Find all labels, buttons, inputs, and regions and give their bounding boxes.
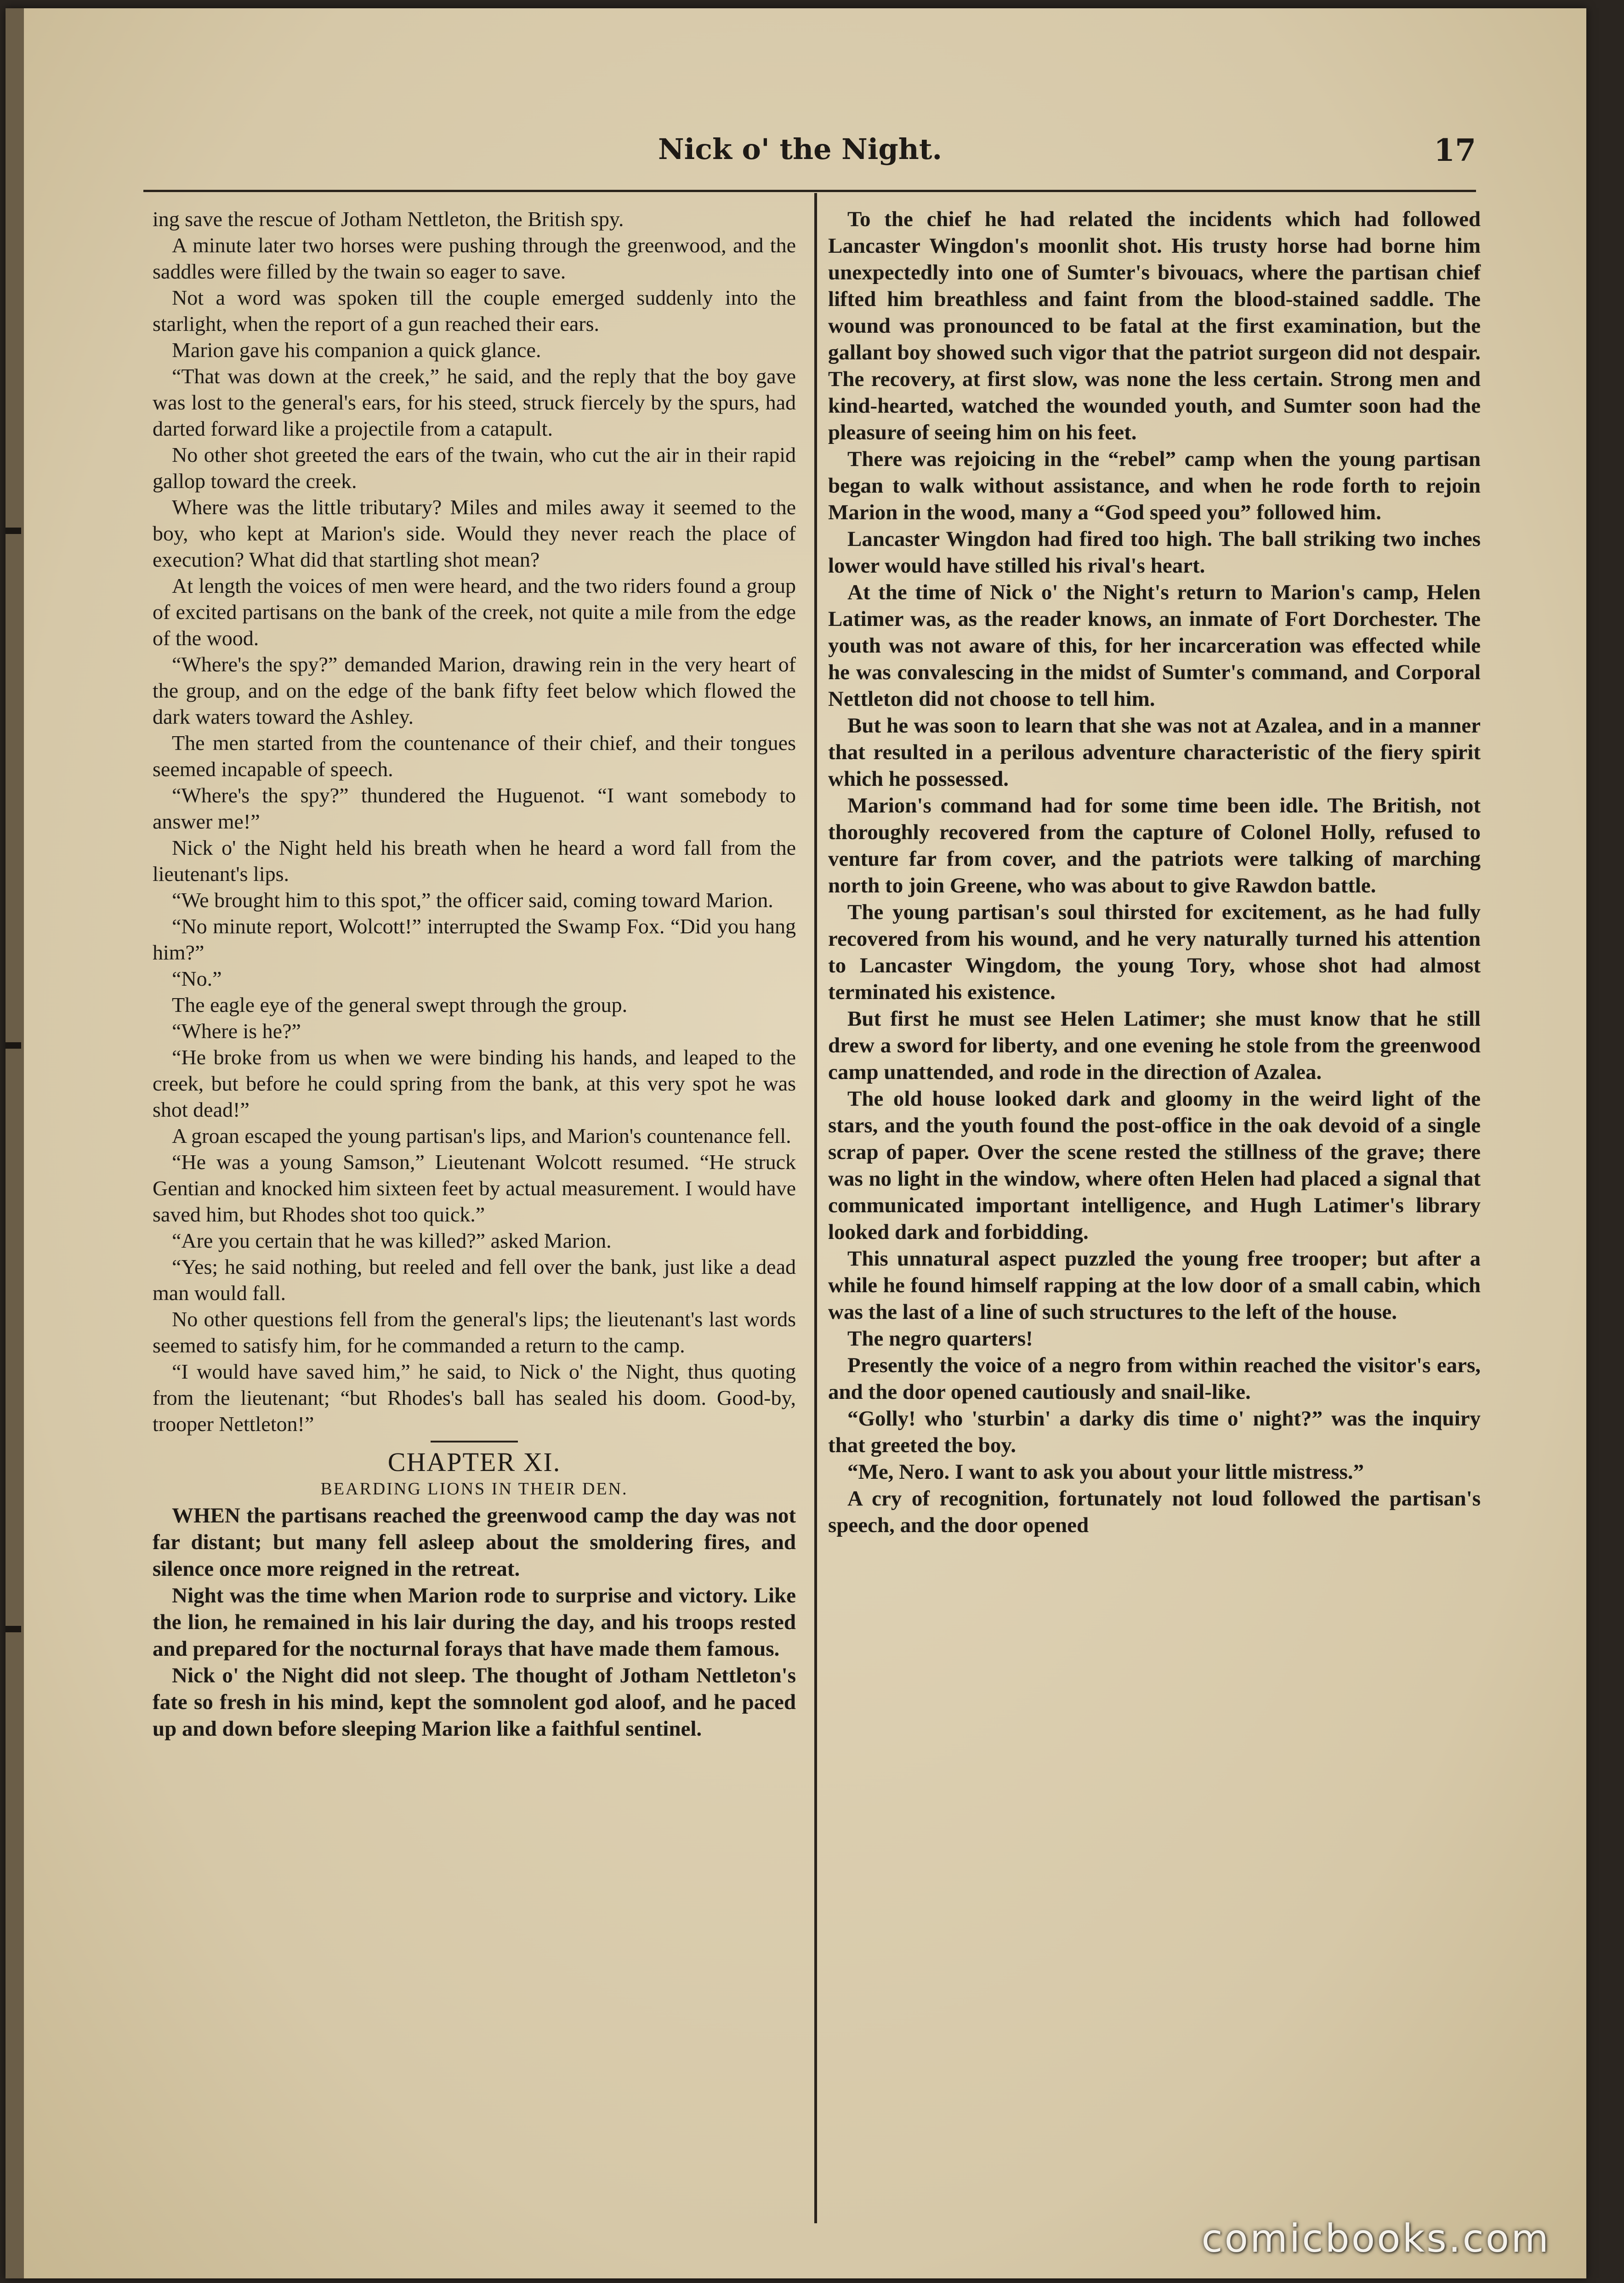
chapter-block	[153, 1441, 796, 1500]
paragraph: But he was soon to learn that she was not at Azalea, and in a manner that resulted in a perilous adventure characteristic of the fiery spirit which he possessed.	[828, 714, 1481, 791]
paragraph: Marion's command had for some time been idle. The British, not thoroughly recovered from the capture of Colonel Holly, refused to venture far from cover, and the patriots were talking of marching north to join Greene, who was about to give Rawdon battle.	[828, 794, 1481, 897]
running-header	[162, 132, 1476, 187]
paragraph: “Where's the spy?” thundered the Huguenot. “I want somebody to answer me!”	[153, 784, 796, 833]
binding-stitch-mark	[6, 528, 21, 534]
right-column	[828, 206, 1481, 1539]
watermark: comicbooks.com	[1201, 2216, 1550, 2261]
chapter-text	[153, 1502, 796, 1742]
binding-stitch-mark	[6, 1626, 21, 1632]
paragraph: A minute later two horses were pushing through the greenwood, and the saddles were filled by the twain so eager to save.	[153, 233, 796, 283]
paragraph: “He was a young Samson,” Lieutenant Wolcott resumed. “He struck Gentian and knocked him sixteen feet by actual measurement. I would have saved him, but Rhodes shot too quick.”	[153, 1150, 796, 1226]
paragraph: “Yes; he said nothing, but reeled and fell over the bank, just like a dead man would fall.	[153, 1255, 796, 1305]
header-rule	[143, 190, 1476, 192]
paragraph: Marion gave his companion a quick glance.	[172, 338, 541, 362]
column-divider	[814, 193, 817, 2223]
paragraph: The men started from the countenance of their chief, and their tongues seemed incapable of speech.	[153, 731, 796, 781]
chapter-rule	[431, 1441, 518, 1442]
running-title: Nick o' the Night.	[658, 132, 943, 166]
paragraph: “Golly! who 'sturbin' a darky dis time o' night?” was the inquiry that greeted the boy.	[828, 1407, 1481, 1457]
paragraph: “That was down at the creek,” he said, and the reply that the boy gave was lost to the general's ears, for his steed, struck fiercely by the spurs, had darted forward like a projectile from a catapult.	[153, 364, 796, 440]
paragraph: The negro quarters!	[847, 1327, 1033, 1351]
paragraph: At length the voices of men were heard, and the two riders found a group of excited partisans on the bank of the creek, not quite a mile from the edge of the wood.	[153, 574, 796, 650]
page-binding-edge	[6, 8, 24, 2278]
paragraph: The old house looked dark and gloomy in the weird light of the stars, and the youth found the post-office in the oak devoid of a single scrap of paper. Over the scene rested the stillness of the grave; there was no light in the window, where often Helen had placed a signal that communicated important intelligence, and Hugh Latimer's library looked dark and forbidding.	[828, 1087, 1481, 1244]
paragraph: Not a word was spoken till the couple emerged suddenly into the starlight, when the report of a gun reached their ears.	[153, 286, 796, 335]
paragraph: “We brought him to this spot,” the officer said, coming toward Marion.	[172, 888, 773, 912]
paragraph: But first he must see Helen Latimer; she must know that he still drew a sword for liberty, and one evening he stole from the greenwood camp unattended, and rode in the direction of Azalea.	[828, 1007, 1481, 1084]
chapter-subtitle: BEARDING LIONS IN THEIR DEN.	[320, 1479, 628, 1499]
paragraph: Nick o' the Night held his breath when he heard a word fall from the lieutenant's lips.	[153, 836, 796, 886]
book-page	[6, 8, 1586, 2278]
paragraph: No other questions fell from the general's lips; the lieutenant's last words seemed to satisfy him, for he commanded a return to the camp.	[153, 1307, 796, 1357]
paragraph: Nick o' the Night did not sleep. The thought of Jotham Nettleton's fate so fresh in his mind, kept the somnolent god aloof, and he paced up and down before sleeping Marion like a faithful sentinel.	[153, 1664, 796, 1741]
paragraph: “Where is he?”	[172, 1019, 301, 1043]
paragraph: “No.”	[172, 967, 222, 990]
paragraph: “I would have saved him,” he said, to Nick o' the Night, thus quoting from the lieutenant; “but Rhodes's ball has sealed his doom. Good-by, trooper Nettleton!”	[153, 1360, 796, 1436]
chapter-heading: CHAPTER XI.	[387, 1447, 561, 1477]
paragraph: The young partisan's soul thirsted for excitement, as he had fully recovered from his wound, and he very naturally turned his attention to Lancaster Wingdom, the young Tory, whose shot had almost terminated his existence.	[828, 900, 1481, 1004]
paragraph: A groan escaped the young partisan's lips, and Marion's countenance fell.	[172, 1124, 791, 1147]
paragraph: ing save the rescue of Jotham Nettleton, the British spy.	[153, 207, 624, 231]
paragraph: WHEN the partisans reached the greenwood camp the day was not far distant; but many fell asleep about the smoldering fires, and silence once more reigned in the retreat.	[153, 1504, 796, 1581]
paragraph: This unnatural aspect puzzled the young free trooper; but after a while he found himself rapping at the low door of a small cabin, which was the last of a line of such structures to the left of the house.	[828, 1247, 1481, 1324]
paragraph: Presently the voice of a negro from within reached the visitor's ears, and the door opened cautiously and snail-like.	[828, 1353, 1481, 1404]
paragraph: No other shot greeted the ears of the twain, who cut the air in their rapid gallop toward the creek.	[153, 443, 796, 493]
binding-stitch-mark	[6, 1042, 21, 1049]
paragraph: There was rejoicing in the “rebel” camp when the young partisan began to walk without assistance, and when he rode forth to rejoin Marion in the wood, many a “God speed you” followed him.	[828, 447, 1481, 524]
paragraph: “He broke from us when we were binding his hands, and leaped to the creek, but before he could spring from the bank, at this very spot he was shot dead!”	[153, 1045, 796, 1121]
paragraph: A cry of recognition, fortunately not loud followed the partisan's speech, and the door opened	[828, 1487, 1481, 1537]
left-column-text	[153, 206, 796, 1437]
page-number: 17	[1434, 132, 1476, 168]
paragraph: Night was the time when Marion rode to surprise and victory. Like the lion, he remained in his lair during the day, and his troops rested and prepared for the nocturnal forays that have made them famous.	[153, 1584, 796, 1661]
paragraph: The eagle eye of the general swept through the group.	[172, 993, 628, 1017]
paragraph: “Where's the spy?” demanded Marion, drawing rein in the very heart of the group, and on the edge of the bank fifty feet below which flowed the dark waters toward the Ashley.	[153, 653, 796, 728]
paragraph: At the time of Nick o' the Night's return to Marion's camp, Helen Latimer was, as the reader knows, an inmate of Fort Dorchester. The youth was not aware of this, for her incarceration was effected while he was convalescing in the midst of Sumter's command, and Corporal Nettleton did not choose to tell him.	[828, 580, 1481, 711]
right-column-text	[828, 206, 1481, 1539]
left-column	[153, 206, 796, 1742]
paragraph: Lancaster Wingdon had fired too high. The ball striking two inches lower would have stilled his rival's heart.	[828, 527, 1481, 578]
paragraph: To the chief he had related the incidents which had followed Lancaster Wingdon's moonlit shot. His trusty horse had borne him unexpectedly into one of Sumter's bivouacs, where the partisan chief lifted him breathless and faint from the blood-stained saddle. The wound was pronounced to be fatal at the first examination, but the gallant boy showed such vigor that the patriot surgeon did not despair. The recovery, at first slow, was none the less certain. Strong men and kind-hearted, watched the wounded youth, and Sumter soon had the pleasure of seeing him on his feet.	[828, 207, 1481, 444]
paragraph: “Me, Nero. I want to ask you about your little mistress.”	[847, 1460, 1364, 1484]
paragraph: Where was the little tributary? Miles and miles away it seemed to the boy, who kept at Marion's side. Would they never reach the place of execution? What did that startling shot mean?	[153, 495, 796, 571]
paragraph: “No minute report, Wolcott!” interrupted the Swamp Fox. “Did you hang him?”	[153, 914, 796, 964]
paragraph: “Are you certain that he was killed?” asked Marion.	[172, 1229, 612, 1252]
